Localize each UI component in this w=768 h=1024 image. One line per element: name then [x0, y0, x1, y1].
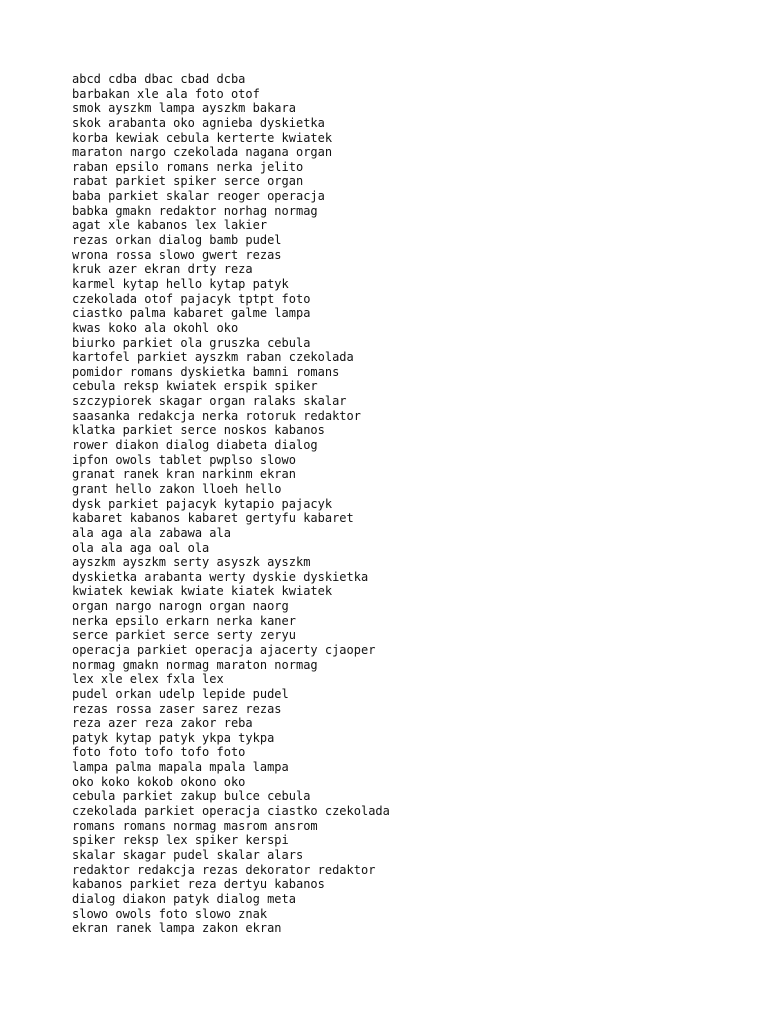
- text-line: spiker reksp lex spiker kerspi: [72, 833, 289, 848]
- text-line: kabanos parkiet reza dertyu kabanos: [72, 877, 325, 892]
- text-line: kartofel parkiet ayszkm raban czekolada: [72, 350, 354, 365]
- text-line: pudel orkan udelp lepide pudel: [72, 686, 289, 701]
- text-line: agat xle kabanos lex lakier: [72, 218, 268, 233]
- text-line: skok arabanta oko agnieba dyskietka: [72, 115, 325, 130]
- text-line: baba parkiet skalar reoger operacja: [72, 189, 325, 204]
- text-line: babka gmakn redaktor norhag normag: [72, 203, 318, 218]
- text-line: kabaret kabanos kabaret gertyfu kabaret: [72, 511, 354, 526]
- text-line: ciastko palma kabaret galme lampa: [72, 306, 311, 321]
- text-line: dialog diakon patyk dialog meta: [72, 891, 296, 906]
- text-line: skalar skagar pudel skalar alars: [72, 847, 304, 862]
- text-line: barbakan xle ala foto otof: [72, 86, 260, 101]
- text-line: slowo owols foto slowo znak: [72, 906, 268, 921]
- text-line: romans romans normag masrom ansrom: [72, 818, 318, 833]
- text-line: pomidor romans dyskietka bamni romans: [72, 364, 340, 379]
- text-line: rezas rossa zaser sarez rezas: [72, 701, 282, 716]
- text-line: ayszkm ayszkm serty asyszk ayszkm: [72, 555, 311, 570]
- text-line: saasanka redakcja nerka rotoruk redaktor: [72, 408, 361, 423]
- text-line: foto foto tofo tofo foto: [72, 745, 246, 760]
- word-list: [72, 72, 390, 936]
- text-line: redaktor redakcja rezas dekorator redaktor: [72, 862, 376, 877]
- text-line: biurko parkiet ola gruszka cebula: [72, 335, 311, 350]
- text-line: raban epsilo romans nerka jelito: [72, 159, 304, 174]
- text-line: cebula reksp kwiatek erspik spiker: [72, 379, 318, 394]
- text-line: normag gmakn normag maraton normag: [72, 657, 318, 672]
- text-line: ekran ranek lampa zakon ekran: [72, 921, 282, 936]
- text-line: wrona rossa slowo gwert rezas: [72, 247, 282, 262]
- text-line: oko koko kokob okono oko: [72, 774, 246, 789]
- text-line: korba kewiak cebula kerterte kwiatek: [72, 130, 333, 145]
- text-line: organ nargo narogn organ naorg: [72, 599, 289, 614]
- text-line: czekolada otof pajacyk tptpt foto: [72, 291, 311, 306]
- text-line: lampa palma mapala mpala lampa: [72, 760, 289, 775]
- text-line: dyskietka arabanta werty dyskie dyskietka: [72, 569, 369, 584]
- text-line: ola ala aga oal ola: [72, 540, 210, 555]
- text-line: smok ayszkm lampa ayszkm bakara: [72, 101, 296, 116]
- text-line: dysk parkiet pajacyk kytapio pajacyk: [72, 496, 333, 511]
- text-line: rabat parkiet spiker serce organ: [72, 174, 304, 189]
- text-line: kruk azer ekran drty reza: [72, 262, 253, 277]
- text-line: operacja parkiet operacja ajacerty cjaoper: [72, 642, 376, 657]
- text-line: nerka epsilo erkarn nerka kaner: [72, 613, 296, 628]
- text-line: czekolada parkiet operacja ciastko czekolada: [72, 804, 390, 819]
- text-line: klatka parkiet serce noskos kabanos: [72, 423, 325, 438]
- text-line: karmel kytap hello kytap patyk: [72, 276, 289, 291]
- text-line: kwas koko ala okohl oko: [72, 320, 239, 335]
- text-line: szczypiorek skagar organ ralaks skalar: [72, 394, 347, 409]
- text-line: serce parkiet serce serty zeryu: [72, 628, 296, 643]
- text-line: rower diakon dialog diabeta dialog: [72, 438, 318, 453]
- text-line: granat ranek kran narkinm ekran: [72, 467, 296, 482]
- text-line: grant hello zakon lloeh hello: [72, 481, 282, 496]
- text-line: abcd cdba dbac cbad dcba: [72, 72, 246, 86]
- text-line: ipfon owols tablet pwplso slowo: [72, 452, 296, 467]
- text-line: rezas orkan dialog bamb pudel: [72, 233, 282, 248]
- text-line: kwiatek kewiak kwiate kiatek kwiatek: [72, 584, 333, 599]
- text-line: ala aga ala zabawa ala: [72, 525, 231, 540]
- text-line: maraton nargo czekolada nagana organ: [72, 145, 333, 160]
- text-line: reza azer reza zakor reba: [72, 716, 253, 731]
- text-line: patyk kytap patyk ykpa tykpa: [72, 730, 275, 745]
- text-line: lex xle elex fxla lex: [72, 672, 224, 687]
- text-line: cebula parkiet zakup bulce cebula: [72, 789, 311, 804]
